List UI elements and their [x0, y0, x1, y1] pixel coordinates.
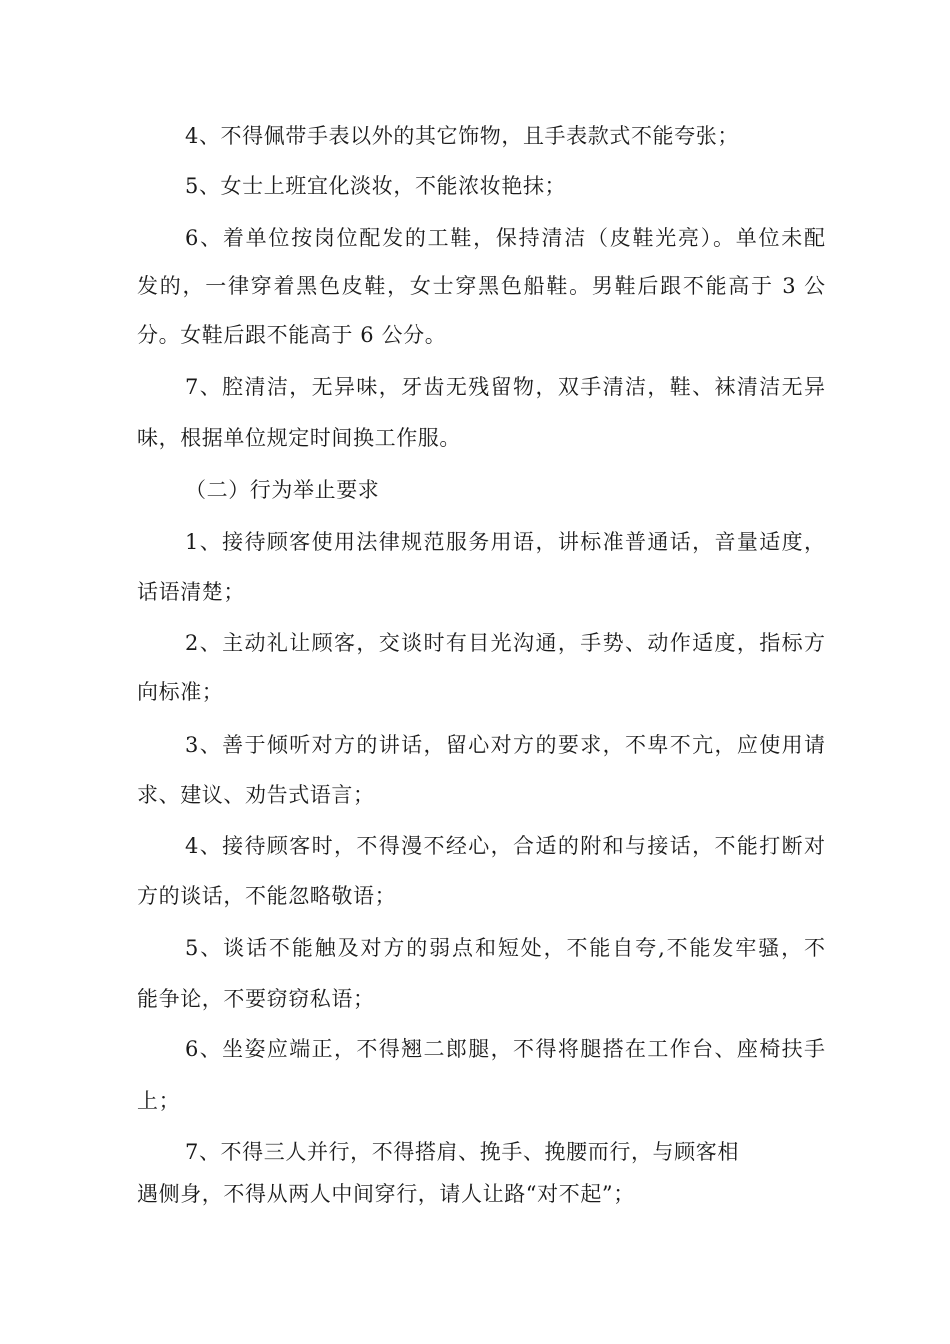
- paragraph-line: 4、接待顾客时，不得漫不经心，合适的附和与接话，不能打断对: [185, 834, 825, 858]
- section-heading: （二）行为举止要求: [185, 478, 380, 502]
- paragraph-line: 6、着单位按岗位配发的工鞋，保持清洁（皮鞋光亮）。单位未配: [185, 226, 825, 250]
- paragraph-line: 分。女鞋后跟不能高于 6 公分。: [137, 323, 447, 347]
- paragraph-line: 5、谈话不能触及对方的弱点和短处，不能自夸,不能发牢骚，不: [185, 936, 825, 960]
- paragraph-line: 向标准；: [137, 680, 224, 704]
- paragraph-line: 7、不得三人并行，不得搭肩、挽手、挽腰而行，与顾客相: [185, 1140, 739, 1164]
- paragraph-line: 发的，一律穿着黑色皮鞋，女士穿黑色船鞋。男鞋后跟不能高于 3 公: [137, 274, 825, 298]
- paragraph-line: 味，根据单位规定时间换工作服。: [137, 426, 461, 450]
- paragraph-line: 话语清楚；: [137, 580, 245, 604]
- paragraph-line: 3、善于倾听对方的讲话，留心对方的要求，不卑不亢，应使用请: [185, 733, 825, 757]
- paragraph-line: 求、建议、劝告式语言；: [137, 783, 375, 807]
- paragraph-line: 4、不得佩带手表以外的其它饰物，且手表款式不能夸张；: [185, 124, 739, 148]
- paragraph-line: 遇侧身，不得从两人中间穿行，请人让路“对不起”；: [137, 1182, 635, 1206]
- paragraph-line: 6、坐姿应端正，不得翘二郎腿，不得将腿搭在工作台、座椅扶手: [185, 1037, 825, 1061]
- paragraph-line: 方的谈话，不能忽略敬语；: [137, 884, 397, 908]
- paragraph-line: 1、接待顾客使用法律规范服务用语，讲标准普通话，音量适度，: [185, 530, 825, 554]
- paragraph-line: 能争论，不要窃窃私语；: [137, 987, 375, 1011]
- paragraph-line: 7、腔清洁，无异味，牙齿无残留物，双手清洁，鞋、袜清洁无异: [185, 375, 825, 399]
- paragraph-line: 5、女士上班宜化淡妆，不能浓妆艳抹；: [185, 174, 567, 198]
- paragraph-line: 上；: [137, 1089, 181, 1113]
- paragraph-line: 2、主动礼让顾客，交谈时有目光沟通，手势、动作适度，指标方: [185, 631, 825, 655]
